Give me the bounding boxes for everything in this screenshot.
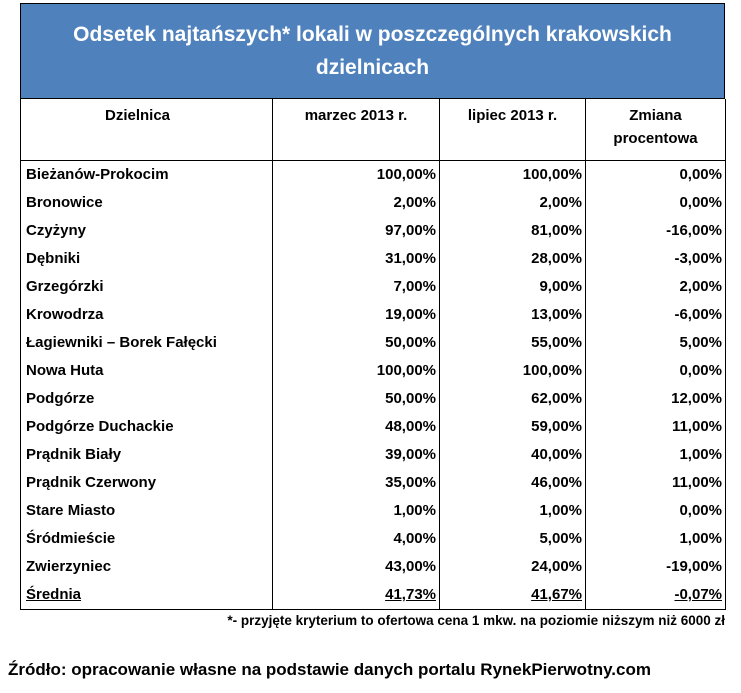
source-note: Źródło: opracowanie własne na podstawie danych portalu RynekPierwotny.com [8, 660, 651, 679]
july-value: 9,00% [440, 273, 586, 301]
table-title: Odsetek najtańszych* lokali w poszczególnych krakowskich dzielnicach [20, 3, 725, 99]
july-value: 1,00% [440, 497, 586, 525]
district-name: Śródmieście [21, 525, 273, 553]
july-value: 46,00% [440, 469, 586, 497]
change-value: 0,00% [586, 161, 726, 190]
table-row [21, 525, 726, 553]
header-row [21, 99, 726, 161]
district-name: Prądnik Biały [21, 441, 273, 469]
march-value: 31,00% [273, 245, 440, 273]
change-value: -19,00% [586, 553, 726, 581]
march-value: 4,00% [273, 525, 440, 553]
table-row [21, 273, 726, 301]
column-header-change [586, 99, 726, 161]
column-header-district: Dzielnica [21, 99, 273, 161]
july-value: 40,00% [440, 441, 586, 469]
change-value: 0,00% [586, 357, 726, 385]
march-value: 43,00% [273, 553, 440, 581]
table-row [21, 217, 726, 245]
march-value: 1,00% [273, 497, 440, 525]
average-march-value: 41,73% [273, 581, 440, 610]
july-value: 100,00% [440, 357, 586, 385]
district-name: Bieżanów-Prokocim [21, 161, 273, 190]
july-value: 28,00% [440, 245, 586, 273]
district-name: Czyżyny [21, 217, 273, 245]
march-value: 50,00% [273, 329, 440, 357]
table-row [21, 301, 726, 329]
table-row [21, 553, 726, 581]
change-value: 1,00% [586, 441, 726, 469]
district-name: Łagiewniki – Borek Fałęcki [21, 329, 273, 357]
july-value: 100,00% [440, 161, 586, 190]
table-row [21, 469, 726, 497]
change-header-line1: Zmiana [629, 107, 682, 124]
change-header-line2: procentowa [613, 130, 698, 147]
march-value: 2,00% [273, 189, 440, 217]
july-value: 5,00% [440, 525, 586, 553]
district-name: Prądnik Czerwony [21, 469, 273, 497]
march-value: 7,00% [273, 273, 440, 301]
average-row [21, 581, 726, 610]
district-name: Dębniki [21, 245, 273, 273]
change-value: 2,00% [586, 273, 726, 301]
march-value: 100,00% [273, 161, 440, 190]
district-name: Bronowice [21, 189, 273, 217]
table-row [21, 385, 726, 413]
march-value: 39,00% [273, 441, 440, 469]
average-july-value: 41,67% [440, 581, 586, 610]
district-name: Podgórze Duchackie [21, 413, 273, 441]
july-value: 24,00% [440, 553, 586, 581]
july-value: 55,00% [440, 329, 586, 357]
july-value: 2,00% [440, 189, 586, 217]
change-value: 5,00% [586, 329, 726, 357]
table-row [21, 161, 726, 190]
change-value: -16,00% [586, 217, 726, 245]
table-row [21, 497, 726, 525]
change-value: 12,00% [586, 385, 726, 413]
data-table-container [20, 3, 725, 628]
march-value: 100,00% [273, 357, 440, 385]
table-row [21, 357, 726, 385]
column-header-march: marzec 2013 r. [273, 99, 440, 161]
district-name: Nowa Huta [21, 357, 273, 385]
july-value: 81,00% [440, 217, 586, 245]
change-value: 0,00% [586, 189, 726, 217]
july-value: 13,00% [440, 301, 586, 329]
average-label: Średnia [21, 581, 273, 610]
table-row [21, 413, 726, 441]
table-row [21, 441, 726, 469]
table-row [21, 189, 726, 217]
march-value: 35,00% [273, 469, 440, 497]
column-header-july: lipiec 2013 r. [440, 99, 586, 161]
district-name: Zwierzyniec [21, 553, 273, 581]
july-value: 62,00% [440, 385, 586, 413]
change-value: -3,00% [586, 245, 726, 273]
district-name: Podgórze [21, 385, 273, 413]
march-value: 19,00% [273, 301, 440, 329]
change-value: 11,00% [586, 413, 726, 441]
district-name: Stare Miasto [21, 497, 273, 525]
footnote: *- przyjęte kryterium to ofertowa cena 1 mkw. na poziomie niższym niż 6000 zł [227, 613, 725, 628]
change-value: 11,00% [586, 469, 726, 497]
district-name: Grzegórzki [21, 273, 273, 301]
march-value: 48,00% [273, 413, 440, 441]
july-value: 59,00% [440, 413, 586, 441]
average-change-value: -0,07% [586, 581, 726, 610]
march-value: 50,00% [273, 385, 440, 413]
change-value: 1,00% [586, 525, 726, 553]
change-value: -6,00% [586, 301, 726, 329]
table-row [21, 245, 726, 273]
district-name: Krowodrza [21, 301, 273, 329]
districts-table [20, 99, 726, 610]
march-value: 97,00% [273, 217, 440, 245]
table-row [21, 329, 726, 357]
change-value: 0,00% [586, 497, 726, 525]
